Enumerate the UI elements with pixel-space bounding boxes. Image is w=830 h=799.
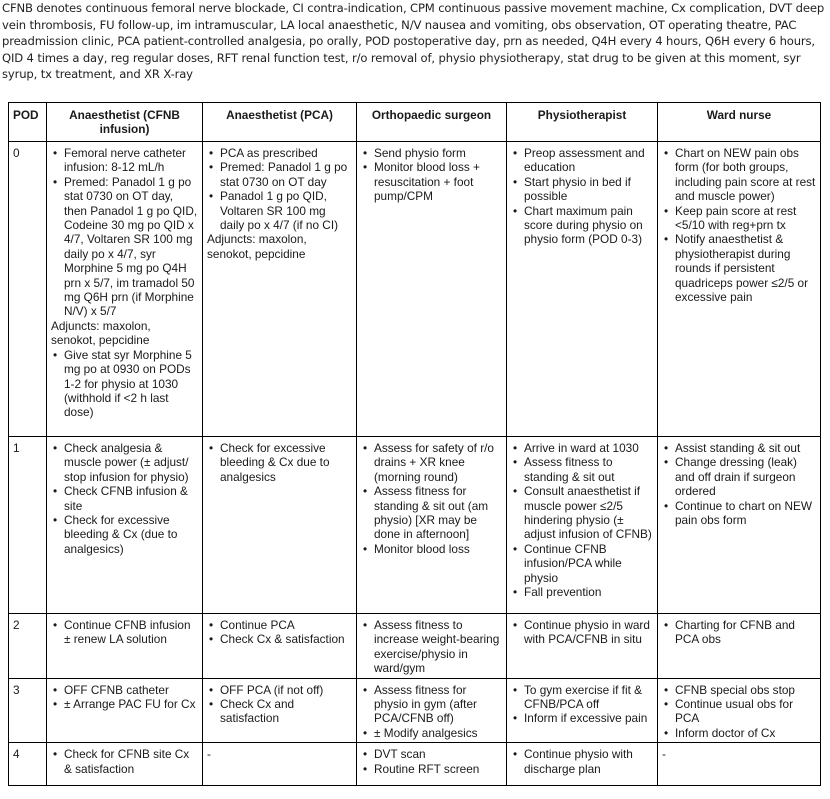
pod-cell: 0 xyxy=(9,142,47,437)
nurse-cell xyxy=(658,437,821,614)
list-item: • Continue CFNB infusion ± renew LA solution xyxy=(64,618,198,647)
ortho-cell xyxy=(357,614,507,679)
physio-list xyxy=(511,747,653,776)
nurse-cell xyxy=(658,678,821,743)
cfnb-list xyxy=(51,348,198,420)
header-anaesthetist-pca: Anaesthetist (PCA) xyxy=(203,103,357,142)
ortho-list xyxy=(361,146,502,204)
abbreviations-footnote: CFNB denotes continuous femoral nerve blockade, CI contra-indication, CPM continuous passive movement machine, Cx complication, DVT deep vein thrombosis, FU follow-up, im intramuscular, LA local anaesthetic, N/V nausea and vomiting, obs observation, OT operating theatre, PAC preadmission clinic, PCA patient-controlled analgesia, po orally, POD postoperative day, prn as needed, Q4H every 4 hours, Q6H every 6 hours, QID 4 times a day, reg regular doses, RFT renal function test, r/o removal of, physio physiotherapy, stat drug to be given at this moment, syr syrup, tx treatment, and XR X-ray xyxy=(2,1,825,82)
list-item: • Routine RFT screen xyxy=(374,762,502,776)
physio-cell xyxy=(507,678,658,743)
physio-cell xyxy=(507,614,658,679)
list-item: • Consult anaesthetist if muscle power ≤2/5 hindering physio (± adjust infusion of CFNB) xyxy=(524,484,653,542)
pca-list xyxy=(207,683,352,726)
pca-cell xyxy=(203,614,357,679)
cfnb-list xyxy=(51,441,198,556)
pca-adjuncts-note: Adjuncts: maxolon, senokot, pepcidine xyxy=(207,232,307,261)
list-item: • Monitor blood loss + resuscitation + foot pump/CPM xyxy=(374,160,502,203)
physio-list xyxy=(511,683,653,726)
list-item: • Check Cx and satisfaction xyxy=(220,697,352,726)
list-item: • Check for excessive bleeding & Cx (due to analgesics) xyxy=(64,513,198,556)
pca-list xyxy=(207,146,352,232)
ortho-cell xyxy=(357,437,507,614)
list-item: • Panadol 1 g po QID, Voltaren SR 100 mg daily po x 4/7 (if no CI) xyxy=(220,189,352,232)
nurse-list xyxy=(662,683,816,741)
nurse-list xyxy=(662,146,816,304)
ortho-cell xyxy=(357,142,507,437)
list-item: • Continue to chart on NEW pain obs form xyxy=(675,499,816,528)
ortho-list xyxy=(361,683,502,741)
list-item: • Femoral nerve catheter infusion: 8-12 mL/h xyxy=(64,146,198,175)
cfnb-cell xyxy=(47,678,203,743)
table-row xyxy=(9,678,821,743)
pca-cell xyxy=(203,437,357,614)
table-row xyxy=(9,743,821,786)
list-item: • Continue CFNB infusion/PCA while physio xyxy=(524,542,653,585)
physio-list xyxy=(511,441,653,599)
cfnb-list xyxy=(51,618,198,647)
list-item: • PCA as prescribed xyxy=(220,146,352,160)
list-item: • Keep pain score at rest <5/10 with reg+prn tx xyxy=(675,204,816,233)
list-item: • Premed: Panadol 1 g po stat 0730 on OT day, then Panadol 1 g po QID, Codeine 30 mg po QID x 4/7, Voltaren SR 100 mg daily po x 4/7, syr Morphine 5 mg po Q4H prn x 5/7, im tramadol 50 mg Q6H prn (if Morphine N/V) x 5/7 xyxy=(64,175,198,319)
list-item: • To gym exercise if fit & CFNB/PCA off xyxy=(524,683,653,712)
list-item: • Inform if excessive pain xyxy=(524,711,653,725)
pca-cell: - xyxy=(203,743,357,786)
list-item: • Check analgesia & muscle power (± adjust/ stop infusion for physio) xyxy=(64,441,198,484)
list-item: • Assess for safety of r/o drains + XR knee (morning round) xyxy=(374,441,502,484)
list-item: • ± Arrange PAC FU for Cx xyxy=(64,697,198,711)
ortho-cell xyxy=(357,678,507,743)
list-item: • Premed: Panadol 1 g po stat 0730 on OT day xyxy=(220,160,352,189)
list-item: • Check for excessive bleeding & Cx due to analgesics xyxy=(220,441,352,484)
cfnb-list xyxy=(51,747,198,776)
list-item: • Inform doctor of Cx xyxy=(675,726,816,740)
header-ward-nurse: Ward nurse xyxy=(658,103,821,142)
list-item: • Check for CFNB site Cx & satisfaction xyxy=(64,747,198,776)
nurse-cell: - xyxy=(658,743,821,786)
pod-cell: 1 xyxy=(9,437,47,614)
list-item: • Charting for CFNB and PCA obs xyxy=(675,618,816,647)
list-item: • Continue physio in ward with PCA/CFNB in situ xyxy=(524,618,653,647)
list-item: • Continue usual obs for PCA xyxy=(675,697,816,726)
list-item: • Assist standing & sit out xyxy=(675,441,816,455)
header-anaesthetist-cfnb: Anaesthetist (CFNB infusion) xyxy=(47,103,203,142)
list-item: • DVT scan xyxy=(374,747,502,761)
cfnb-list xyxy=(51,146,198,319)
list-item: • Continue physio with discharge plan xyxy=(524,747,653,776)
cfnb-adjuncts-note: Adjuncts: maxolon, senokot, pepcidine xyxy=(51,318,151,348)
list-item: • OFF CFNB catheter xyxy=(64,683,198,697)
cfnb-list xyxy=(51,683,198,712)
pod-cell: 4 xyxy=(9,743,47,786)
cfnb-cell xyxy=(47,142,203,437)
pca-list xyxy=(207,618,352,647)
header-row xyxy=(9,103,821,142)
list-item: • Assess fitness to increase weight-bearing exercise/physio in ward/gym xyxy=(374,618,502,676)
list-item: • CFNB special obs stop xyxy=(675,683,816,697)
list-item: • Change dressing (leak) and off drain if surgeon ordered xyxy=(675,455,816,498)
list-item: • Assess fitness for standing & sit out (am physio) [XR may be done in afternoon] xyxy=(374,484,502,542)
list-item: • Assess fitness to standing & sit out xyxy=(524,455,653,484)
pca-cell xyxy=(203,142,357,437)
cfnb-cell xyxy=(47,614,203,679)
list-item: • Fall prevention xyxy=(524,585,653,599)
list-item: • Notify anaesthetist & physiotherapist during rounds if persistent quadriceps power ≤2/5 or excessive pain xyxy=(675,232,816,304)
table-row xyxy=(9,437,821,614)
pod-cell: 3 xyxy=(9,678,47,743)
physio-list xyxy=(511,146,653,247)
list-item: • ± Modify analgesics xyxy=(374,726,502,740)
list-item: • Preop assessment and education xyxy=(524,146,653,175)
list-item: • Check CFNB infusion & site xyxy=(64,484,198,513)
list-item: • Chart on NEW pain obs form (for both groups, including pain score at rest and muscle power) xyxy=(675,146,816,204)
table-row xyxy=(9,614,821,679)
physio-cell xyxy=(507,142,658,437)
nurse-cell xyxy=(658,614,821,679)
pca-cell xyxy=(203,678,357,743)
ortho-list xyxy=(361,747,502,776)
list-item: • Send physio form xyxy=(374,146,502,160)
pod-cell: 2 xyxy=(9,614,47,679)
cfnb-cell xyxy=(47,743,203,786)
physio-cell xyxy=(507,437,658,614)
list-item: • Assess fitness for physio in gym (after PCA/CFNB off) xyxy=(374,683,502,726)
nurse-cell xyxy=(658,142,821,437)
list-item: • Continue PCA xyxy=(220,618,352,632)
ortho-list xyxy=(361,618,502,676)
nurse-list xyxy=(662,618,816,647)
header-orthopaedic-surgeon: Orthopaedic surgeon xyxy=(357,103,507,142)
header-physiotherapist: Physiotherapist xyxy=(507,103,658,142)
header-pod: POD xyxy=(9,103,47,142)
list-item: • Give stat syr Morphine 5 mg po at 0930 on PODs 1-2 for physio at 1030 (withhold if <2 h last dose) xyxy=(64,348,198,420)
list-item: • Start physio in bed if possible xyxy=(524,175,653,204)
postoperative-protocol-table xyxy=(8,102,821,786)
list-item: • Monitor blood loss xyxy=(374,542,502,556)
list-item: • Arrive in ward at 1030 xyxy=(524,441,653,455)
list-item: • OFF PCA (if not off) xyxy=(220,683,352,697)
cfnb-cell xyxy=(47,437,203,614)
nurse-list xyxy=(662,441,816,527)
physio-cell xyxy=(507,743,658,786)
physio-list xyxy=(511,618,653,647)
table-row xyxy=(9,142,821,437)
list-item: • Check Cx & satisfaction xyxy=(220,632,352,646)
ortho-list xyxy=(361,441,502,556)
ortho-cell xyxy=(357,743,507,786)
pca-list xyxy=(207,441,352,484)
list-item: • Chart maximum pain score during physio on physio form (POD 0-3) xyxy=(524,204,653,247)
